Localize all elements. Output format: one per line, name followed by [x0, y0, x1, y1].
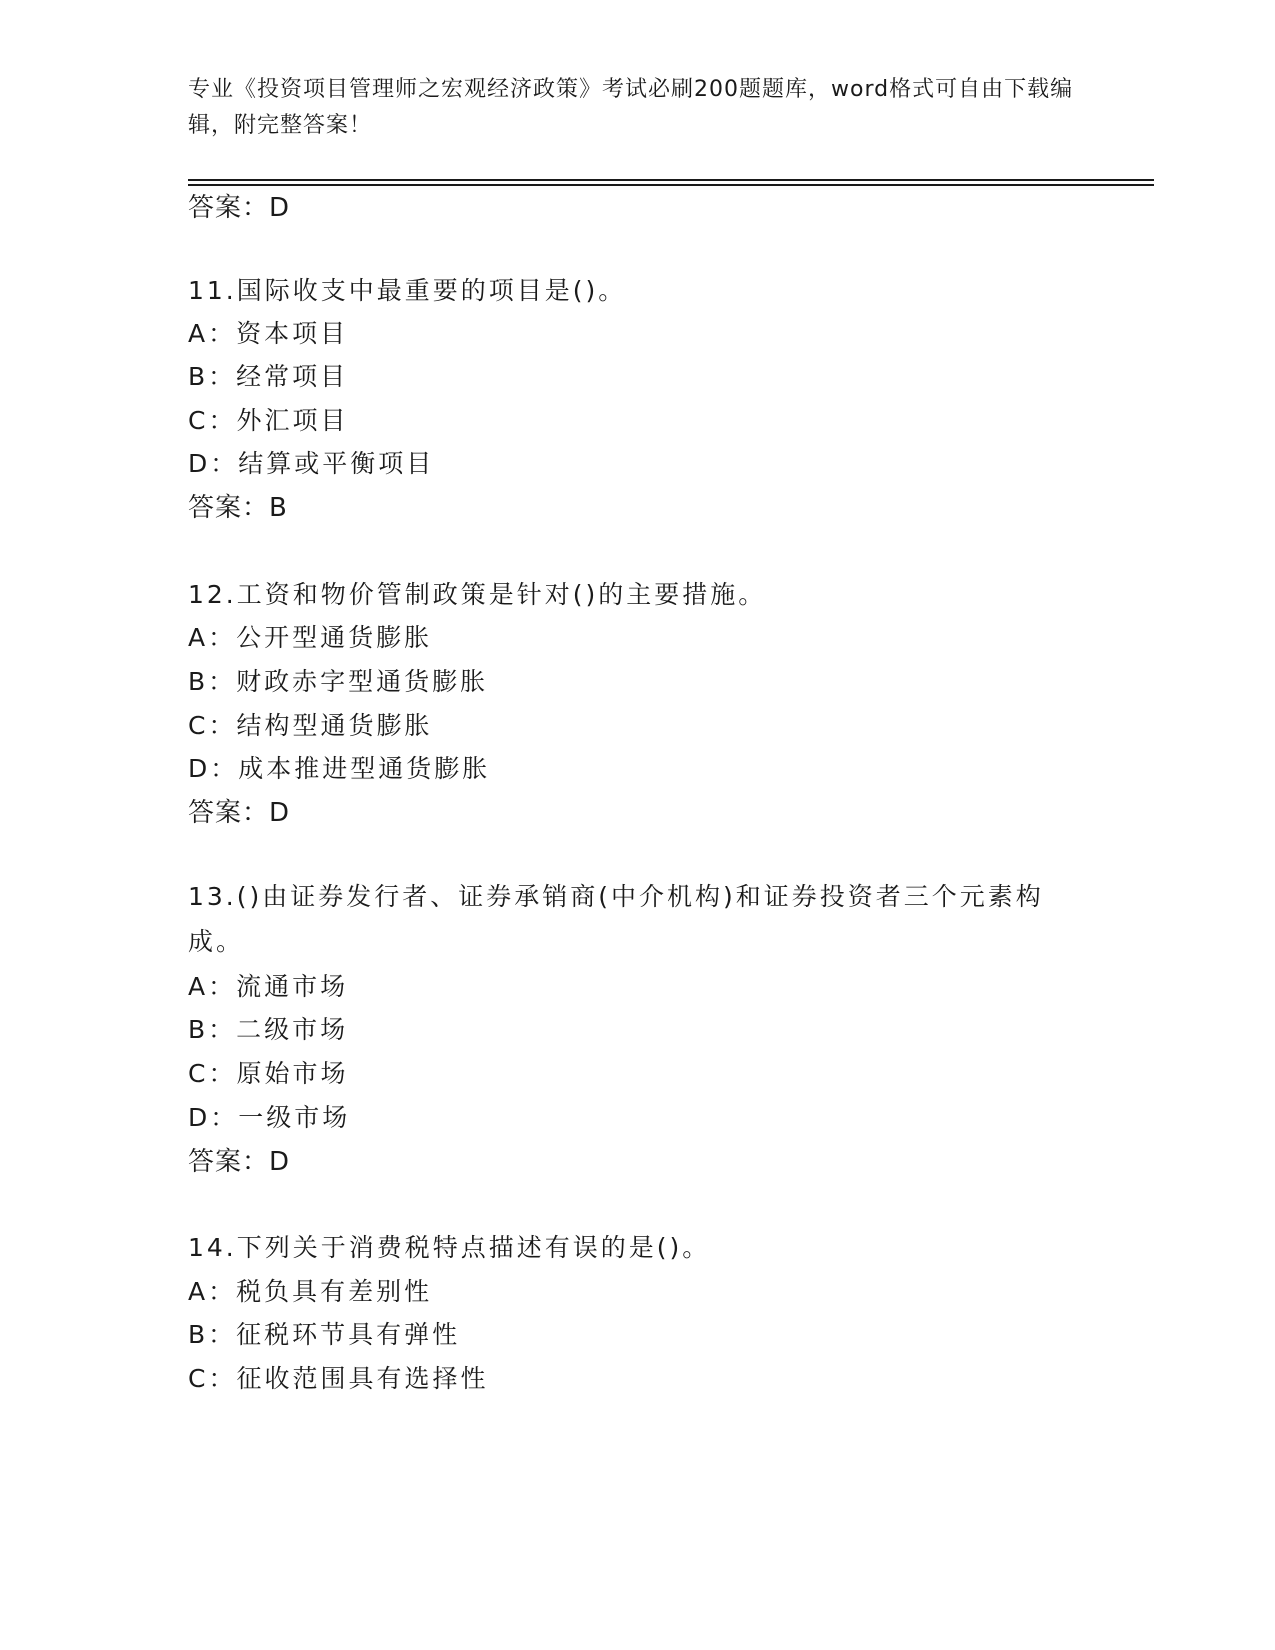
option-b: B：经常项目	[188, 362, 349, 391]
question-13: 13.()由证券发行者、证券承销商(中介机构)和证券投资者三个元素构成。	[188, 882, 1044, 956]
option-b: B：二级市场	[188, 1015, 349, 1044]
answer-line: 答案：D	[188, 193, 291, 223]
header-divider-bottom	[188, 184, 1154, 186]
answer-line: 答案：B	[188, 493, 288, 523]
option-a: A：资本项目	[188, 319, 349, 348]
question-14: 14.下列关于消费税特点描述有误的是()。	[188, 1233, 711, 1262]
question-12: 12.工资和物价管制政策是针对()的主要措施。	[188, 580, 767, 609]
option-a: A：流通市场	[188, 972, 349, 1001]
answer-line: 答案：D	[188, 798, 291, 828]
document-header: 专业《投资项目管理师之宏观经济政策》考试必刷200题题库，word格式可自由下载编辑，附完整答案！	[188, 77, 1074, 138]
option-a: A：公开型通货膨胀	[188, 623, 433, 652]
option-d: D：一级市场	[188, 1103, 351, 1132]
option-a: A：税负具有差别性	[188, 1277, 433, 1306]
header-divider-top	[188, 179, 1154, 181]
option-c: C：外汇项目	[188, 406, 349, 435]
option-c: C：征收范围具有选择性	[188, 1364, 489, 1393]
option-c: C：原始市场	[188, 1059, 349, 1088]
option-d: D：成本推进型通货膨胀	[188, 754, 491, 783]
option-b: B：财政赤字型通货膨胀	[188, 667, 489, 696]
answer-line: 答案：D	[188, 1147, 291, 1177]
option-b: B：征税环节具有弹性	[188, 1320, 461, 1349]
question-11: 11.国际收支中最重要的项目是()。	[188, 276, 627, 305]
option-c: C：结构型通货膨胀	[188, 711, 433, 740]
option-d: D：结算或平衡项目	[188, 449, 435, 478]
